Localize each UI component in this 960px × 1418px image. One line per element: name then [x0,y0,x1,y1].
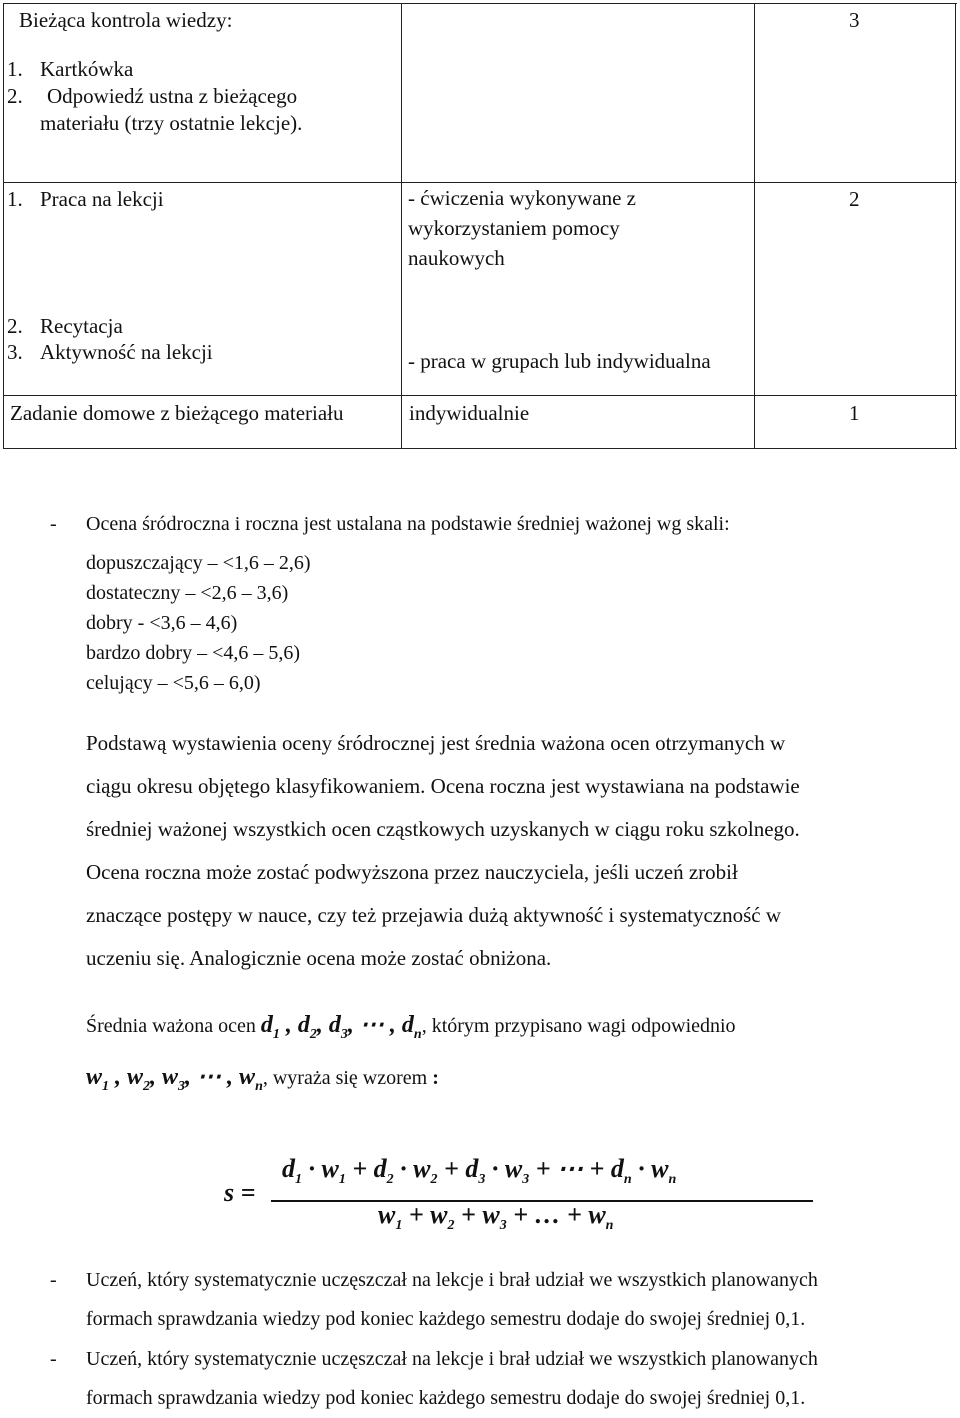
table-column-divider [754,3,755,449]
bullet-line: Uczeń, który systematycznie uczęszczał na lekcje i brał udział we wszystkich planowanych [86,1269,818,1291]
weighted-prefix: Średnia ważona ocen [86,1015,256,1037]
row3-middle: indywidualnie [409,401,530,425]
row1-item: Kartkówka [40,57,134,81]
bullet-line: formach sprawdzania wiedzy pod koniec każdego semestru dodaje do swojej średniej 0,1. [86,1308,806,1330]
row3-left: Zadanie domowe z bieżącego materiału [10,401,344,425]
formula-lhs: s = [224,1178,256,1207]
weighted-colon: : [432,1067,439,1089]
paragraph-line: średniej ważonej wszystkich ocen cząstkowych uzyskanych w ciągu roku szkolnego. [86,817,800,841]
row1-item: materiału (trzy ostatnie lekcje). [40,111,303,135]
grading-dash: - [50,513,57,535]
paragraph-line: ciągu okresu objętego klasyfikowaniem. Ocena roczna jest wystawiana na podstawie [86,774,800,798]
row1-weight: 3 [849,8,860,32]
paragraph-line: znaczące postępy w nauce, czy też przejawia dużą aktywność i systematyczność w [86,903,782,927]
weighted-line-1 [86,1010,736,1042]
paragraph-line: Ocena roczna może zostać podwyższona przez nauczyciela, jeśli uczeń zrobił [86,860,738,884]
weight-symbols: $w_1$ , $w_2$, $w_3$, ⋯ , $w_n$ [86,1064,263,1094]
row1-item-num: 1. [7,57,23,81]
row2-item-num: 3. [7,340,23,364]
paragraph-line: Podstawą wystawienia oceny śródrocznej jest średnia ważona ocen otrzymanych w [86,731,786,755]
table-border-right [955,3,956,449]
grade-range: celujący – <5,6 – 6,0) [86,672,261,694]
row2-middle-line: naukowych [408,246,505,270]
row2-item: Aktywność na lekcji [40,340,213,364]
row2-weight: 2 [849,187,860,211]
row2-middle-line: - praca w grupach lub indywidualna [408,349,711,373]
bullet-dash: - [50,1269,57,1291]
grade-symbols: $d_1$ , $d_2$, $d_3$, ⋯ , $d_n$ [260,1012,422,1042]
grading-intro: Ocena śródroczna i roczna jest ustalana na podstawie średniej ważonej wg skali: [86,513,730,535]
table-border-bottom [3,448,957,449]
paragraph-line: uczeniu się. Analogicznie ocena może zostać obniżona. [86,946,552,970]
grade-range: dobry - <3,6 – 4,6) [86,612,238,634]
row2-item-num: 1. [7,187,23,211]
formula-numerator: $d_1 \cdot w_1 + d_2 \cdot w_2 + d_3 \cdot w_3$ + ⋯ + $d_n \cdot w_n$ [282,1154,677,1187]
row3-weight: 1 [849,401,860,425]
formula-denominator: $w_1 + w_2 + w_3$ + … + $w_n$ [378,1200,614,1233]
row1-title: Bieżąca kontrola wiedzy: [19,8,233,32]
row2-item: Recytacja [40,314,123,338]
bullet-line: formach sprawdzania wiedzy pod koniec każdego semestru dodaje do swojej średniej 0,1. [86,1387,806,1409]
row1-item-num: 2. [7,84,23,108]
grade-range: bardzo dobry – <4,6 – 5,6) [86,642,301,664]
row1-item: Odpowiedź ustna z bieżącego [47,84,298,108]
table-row-divider [3,395,957,396]
weighted-suffix-2: , wyraża się wzorem [262,1067,428,1089]
weighted-suffix: , którym przypisano wagi odpowiednio [421,1015,736,1037]
grade-range: dopuszczający – <1,6 – 2,6) [86,552,311,574]
grade-range: dostateczny – <2,6 – 3,6) [86,582,289,604]
row2-item-num: 2. [7,314,23,338]
row2-middle-line: wykorzystaniem pomocy [408,216,620,240]
bullet-dash: - [50,1348,57,1370]
weighted-line-2 [86,1062,439,1094]
table-column-divider [401,3,402,449]
table-border-left [3,3,4,449]
bullet-line: Uczeń, który systematycznie uczęszczał na lekcje i brał udział we wszystkich planowanych [86,1348,818,1370]
row2-item: Praca na lekcji [40,187,164,211]
row2-middle-line: - ćwiczenia wykonywane z [408,186,636,210]
table-border-top [3,3,957,4]
